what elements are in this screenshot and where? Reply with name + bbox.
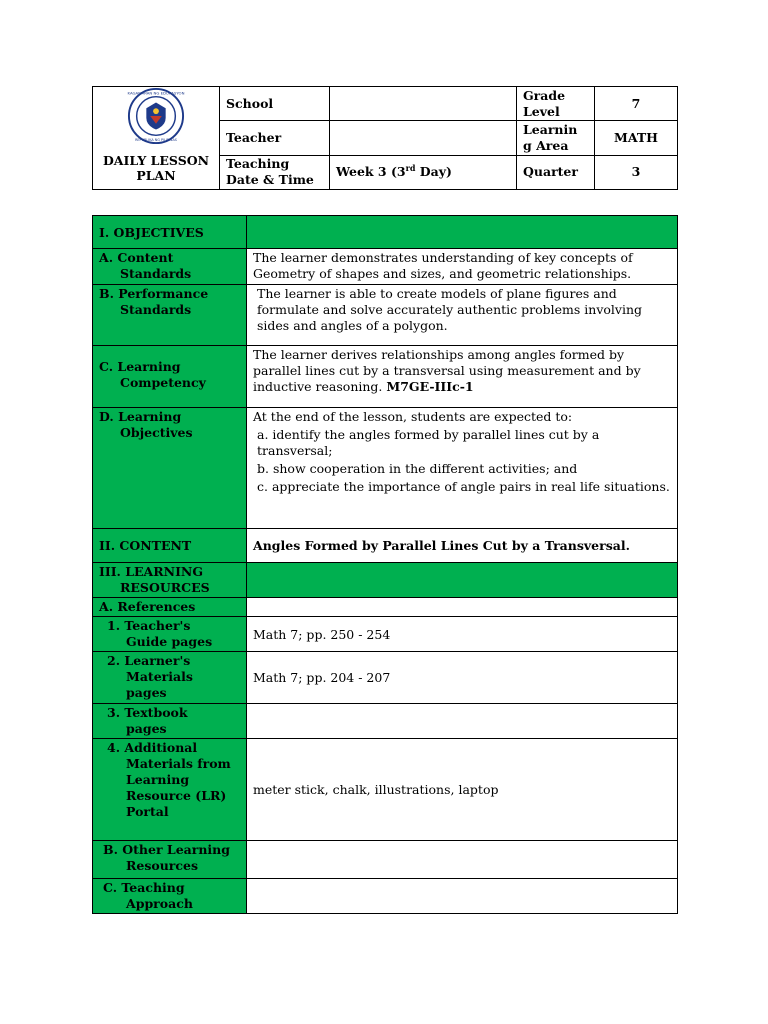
additional-materials-label: 4. Additional Materials from Learning Resource (LR) Portal bbox=[93, 739, 247, 841]
references-value bbox=[247, 598, 678, 617]
objectives-heading-fill bbox=[247, 216, 678, 249]
teaching-approach-label: C. Teaching Approach bbox=[93, 879, 247, 914]
grade-label: Grade Level bbox=[517, 87, 595, 121]
quarter-label: Quarter bbox=[517, 155, 595, 189]
performance-standards-value: The learner is able to create models of plane figures and formulate and solve accurately authentic problems involving sides and angles of a polygon. bbox=[247, 285, 678, 346]
other-resources-label: B. Other Learning Resources bbox=[93, 841, 247, 879]
svg-text:REPUBLIKA NG PILIPINAS: REPUBLIKA NG PILIPINAS bbox=[135, 138, 177, 143]
grade-value: 7 bbox=[595, 87, 678, 121]
other-resources-value bbox=[247, 841, 678, 879]
additional-materials-value: meter stick, chalk, illustrations, laptop bbox=[247, 739, 678, 841]
objectives-heading: I. OBJECTIVES bbox=[93, 216, 247, 249]
plan-title: DAILY LESSON PLAN bbox=[102, 153, 210, 183]
content-standards-label: A. Content Standards bbox=[93, 249, 247, 285]
school-field[interactable] bbox=[330, 87, 517, 121]
learning-objectives-label: D. Learning Objectives bbox=[93, 408, 247, 529]
learning-objectives-value: At the end of the lesson, students are expected to: a. identify the angles formed by parallel lines cut by a transversal; b. show cooperation in the different activities; and c. appreciate the importance of angle pairs in real life situations. bbox=[247, 408, 678, 529]
learning-competency-label: C. Learning Competency bbox=[93, 346, 247, 408]
learning-area-label: Learnin g Area bbox=[517, 121, 595, 155]
content-value: Angles Formed by Parallel Lines Cut by a Transversal. bbox=[247, 529, 678, 563]
textbook-label: 3. Textbook pages bbox=[93, 704, 247, 739]
teacher-label: Teacher bbox=[220, 121, 330, 155]
logo-cell bbox=[93, 87, 220, 190]
teaching-date-label: Teaching Date & Time bbox=[220, 155, 330, 189]
teacher-field[interactable] bbox=[330, 121, 517, 155]
references-label: A. References bbox=[93, 598, 247, 617]
teachers-guide-label: 1. Teacher's Guide pages bbox=[93, 617, 247, 652]
deped-seal-icon bbox=[127, 87, 185, 145]
performance-standards-label: B. Performance Standards bbox=[93, 285, 247, 346]
teachers-guide-value: Math 7; pp. 250 - 254 bbox=[247, 617, 678, 652]
learning-resources-label: III. LEARNING RESOURCES bbox=[93, 563, 247, 598]
quarter-value: 3 bbox=[595, 155, 678, 189]
content-label: II. CONTENT bbox=[93, 529, 247, 563]
learning-area-value: MATH bbox=[595, 121, 678, 155]
learners-materials-label: 2. Learner's Materials pages bbox=[93, 652, 247, 704]
lesson-plan-table bbox=[92, 215, 678, 914]
learners-materials-value: Math 7; pp. 204 - 207 bbox=[247, 652, 678, 704]
header-table bbox=[92, 86, 678, 190]
teaching-date-value: Week 3 (3rd Day) bbox=[330, 155, 517, 189]
learning-competency-value: The learner derives relationships among angles formed by parallel lines cut by a transversal using measurement and by inductive reasoning. M7GE-IIIc-1 bbox=[247, 346, 678, 408]
textbook-value bbox=[247, 704, 678, 739]
svg-text:KAGAWARAN NG EDUKASYON: KAGAWARAN NG EDUKASYON bbox=[127, 90, 185, 96]
teaching-approach-value bbox=[247, 879, 678, 914]
content-standards-value: The learner demonstrates understanding of key concepts of Geometry of shapes and sizes, and geometric relationships. bbox=[247, 249, 678, 285]
school-label: School bbox=[220, 87, 330, 121]
learning-resources-fill bbox=[247, 563, 678, 598]
